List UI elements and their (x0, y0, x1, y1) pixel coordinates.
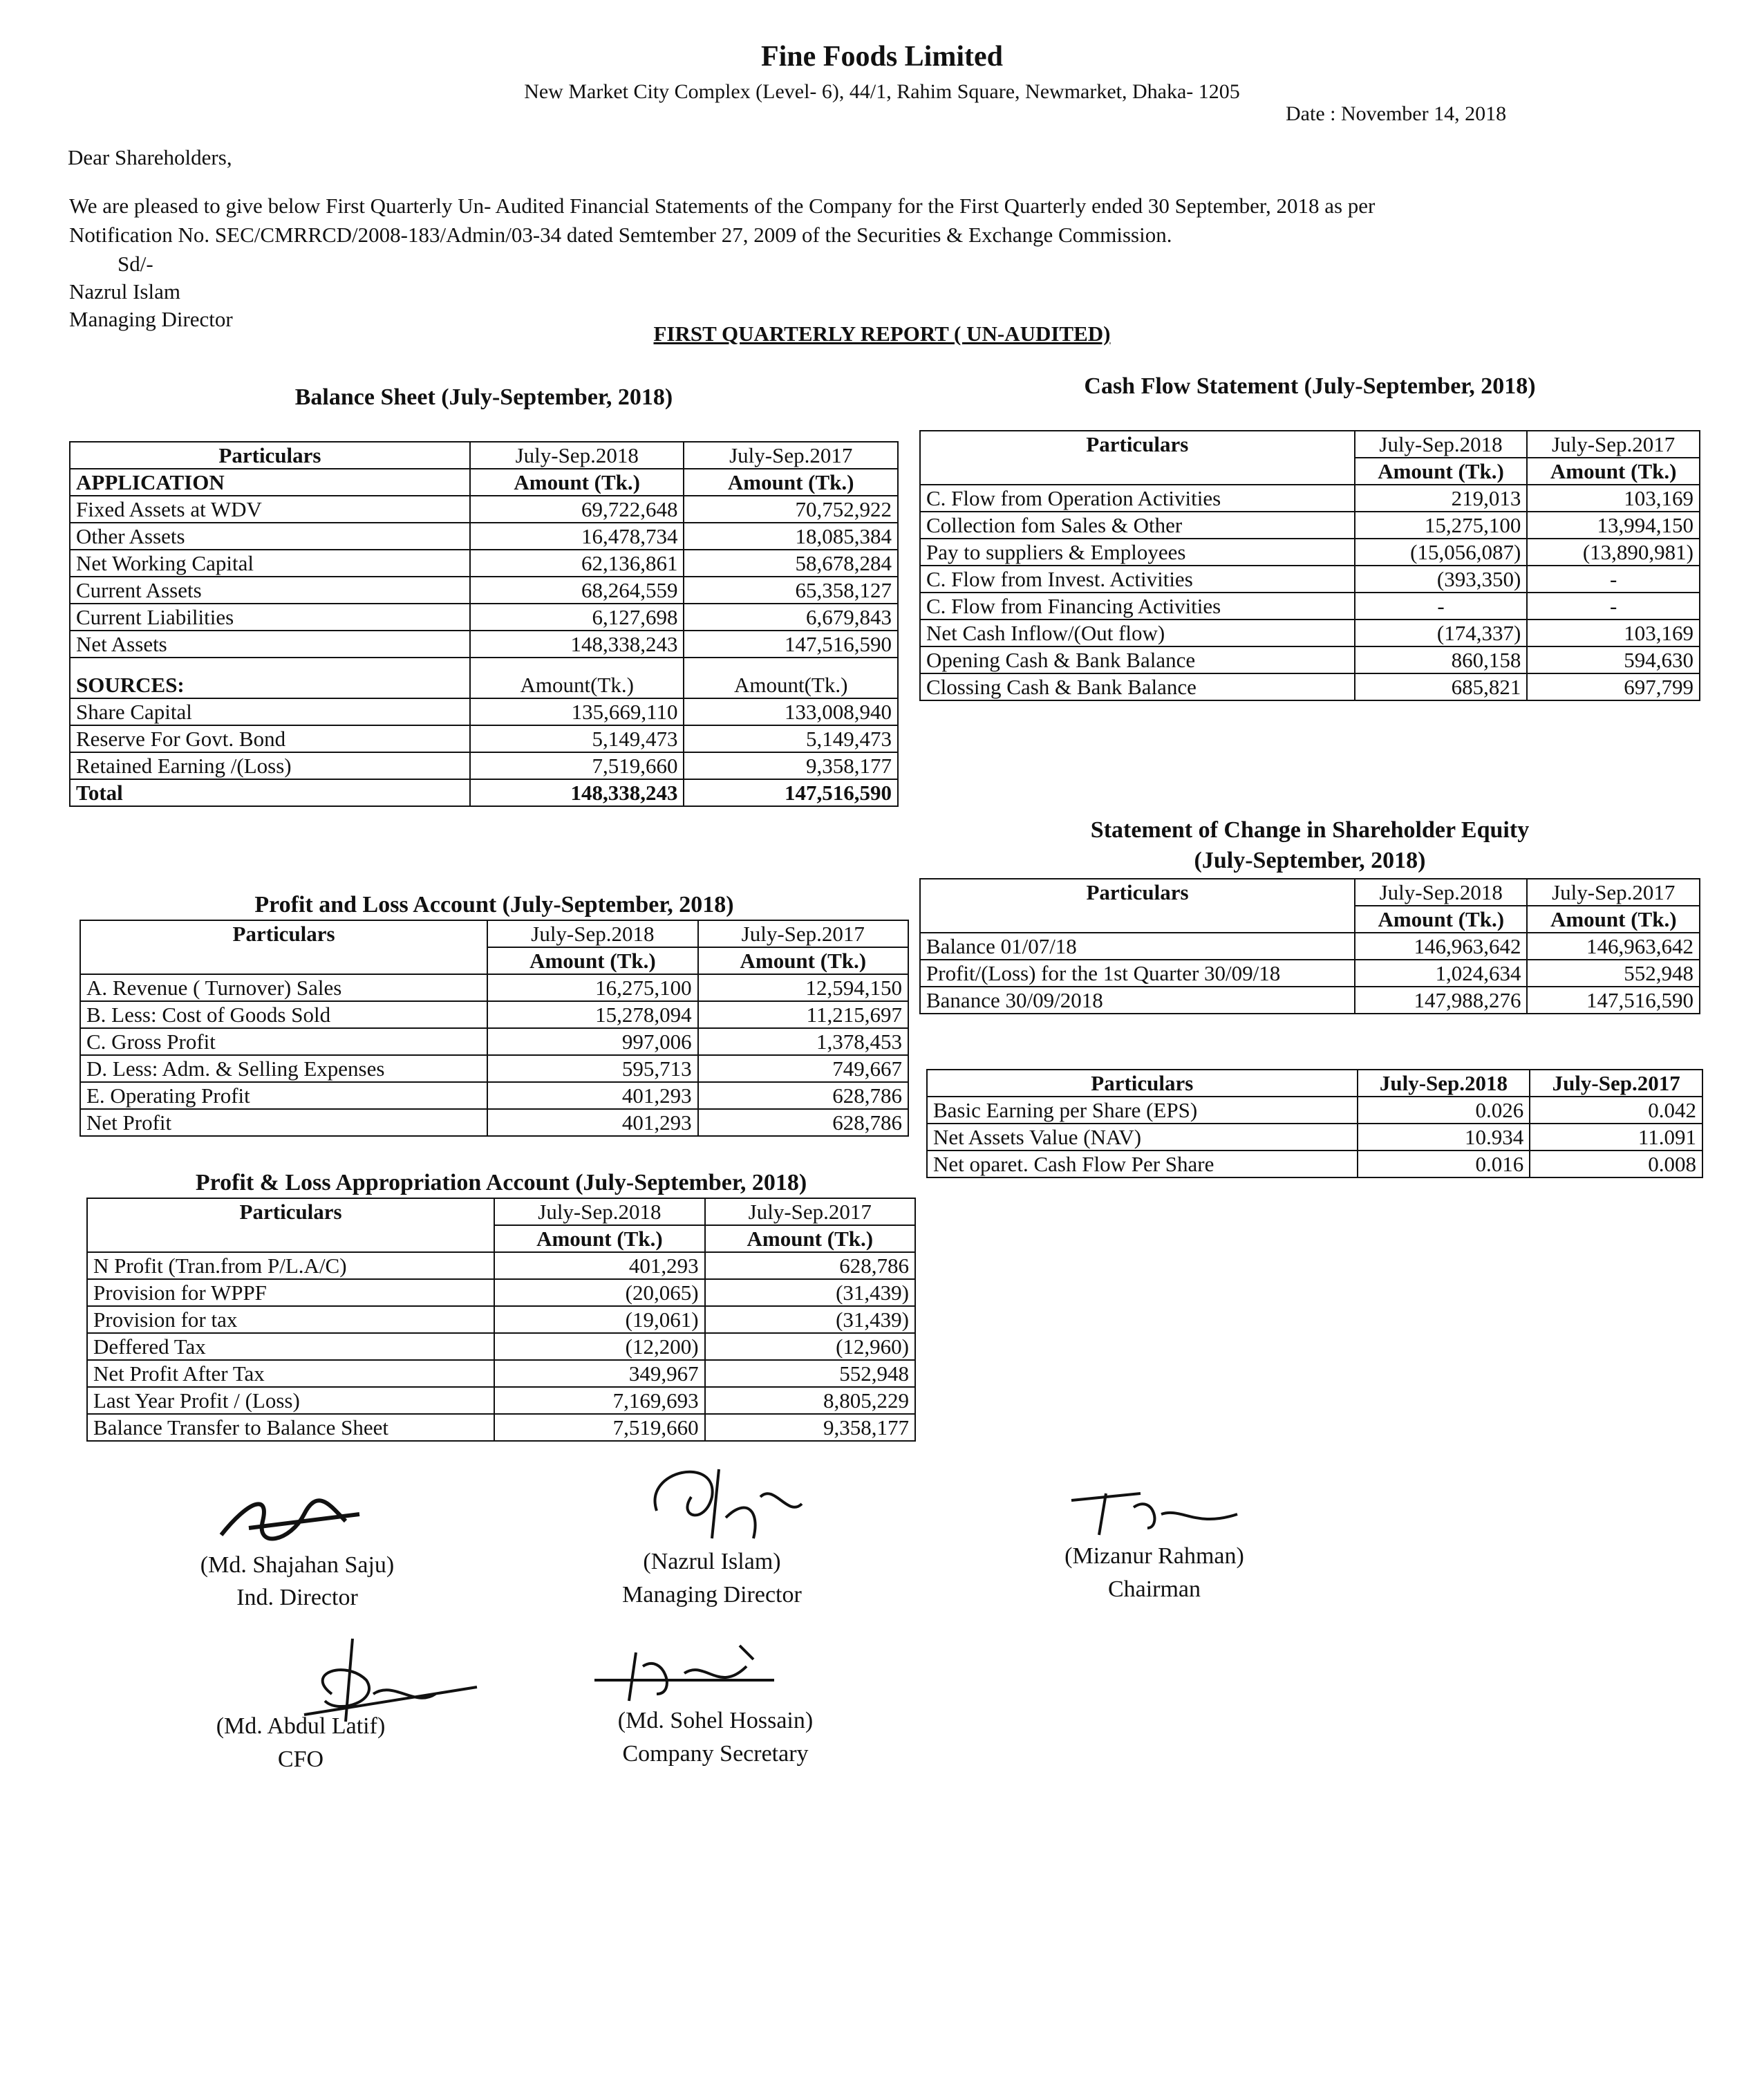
col-particulars: Particulars (927, 1070, 1358, 1097)
table-row (920, 673, 1700, 700)
amount-head-2018: Amount (Tk.) (1355, 458, 1528, 485)
row-value-2018: 0.026 (1358, 1097, 1530, 1124)
col-particulars: Particulars (920, 879, 1355, 933)
row-label: C. Flow from Operation Activities (920, 485, 1355, 512)
row-value-2017: 147,516,590 (1527, 987, 1700, 1014)
row-value-2017: 70,752,922 (684, 496, 898, 523)
equity-rows (920, 933, 1700, 1014)
row-value-2017: 18,085,384 (684, 523, 898, 550)
row-value-2018: 5,149,473 (470, 725, 684, 752)
row-value-2018: 10.934 (1358, 1124, 1530, 1151)
row-label: Other Assets (70, 523, 470, 550)
amount-head-2017: Amount (Tk.) (705, 1225, 915, 1252)
row-value-2017: (13,890,981) (1527, 539, 1700, 566)
row-label: Basic Earning per Share (EPS) (927, 1097, 1358, 1124)
row-label: B. Less: Cost of Goods Sold (80, 1001, 487, 1028)
table-row (80, 1028, 908, 1055)
row-value-2017: 1,378,453 (698, 1028, 908, 1055)
row-value-2017: (12,960) (705, 1333, 915, 1360)
col-2017: July-Sep.2017 (1527, 431, 1700, 458)
row-value-2018: 997,006 (487, 1028, 697, 1055)
signature-name-1: (Md. Shajahan Saju) (200, 1552, 395, 1578)
row-value-2017: 58,678,284 (684, 550, 898, 577)
amount-head-2017: Amount (Tk.) (1527, 458, 1700, 485)
table-row (80, 1082, 908, 1109)
signature-mizanur-image (1058, 1480, 1251, 1542)
signature-role-5: Company Secretary (622, 1741, 809, 1767)
row-label: Provision for WPPF (87, 1279, 494, 1306)
col-2017: July-Sep.2017 (1527, 879, 1700, 906)
table-row (927, 1124, 1702, 1151)
report-date: Date : November 14, 2018 (1286, 102, 1507, 125)
row-value-2018: 6,127,698 (470, 604, 684, 631)
table-row (87, 1252, 915, 1279)
row-value-2018: 7,169,693 (494, 1387, 704, 1414)
col-2017: July-Sep.2017 (684, 442, 898, 469)
row-value-2017: 6,679,843 (684, 604, 898, 631)
row-label: Reserve For Govt. Bond (70, 725, 470, 752)
row-value-2017: 628,786 (705, 1252, 915, 1279)
application-rows (70, 496, 898, 658)
row-value-2018: 147,988,276 (1355, 987, 1528, 1014)
col-particulars: Particulars (920, 431, 1355, 485)
row-label: Collection fom Sales & Other (920, 512, 1355, 539)
letter-signatory-role: Managing Director (69, 307, 233, 331)
row-value-2018: 69,722,648 (470, 496, 684, 523)
sd-mark: Sd/- (118, 252, 153, 276)
table-row (70, 631, 898, 658)
row-label: Opening Cash & Bank Balance (920, 646, 1355, 673)
ratios-table (926, 1069, 1703, 1178)
table-row (927, 1097, 1702, 1124)
col-2018: July-Sep.2018 (487, 920, 697, 947)
row-value-2018: 135,669,110 (470, 698, 684, 725)
row-value-2018: 349,967 (494, 1360, 704, 1387)
table-row (70, 698, 898, 725)
col-2018: July-Sep.2018 (470, 442, 684, 469)
amount-head-2018: Amount (Tk.) (494, 1225, 704, 1252)
salutation: Dear Shareholders, (68, 145, 232, 169)
row-value-2018: 401,293 (487, 1082, 697, 1109)
row-label: A. Revenue ( Turnover) Sales (80, 974, 487, 1001)
letter-body-line2: Notification No. SEC/CMRRCD/2008-183/Admin/03-34 dated Semtember 27, 2009 of the Securities & Exchange Commission. (69, 223, 1172, 247)
row-label: Net Profit (80, 1109, 487, 1136)
table-row (80, 974, 908, 1001)
row-value-2017: (31,439) (705, 1279, 915, 1306)
table-row (87, 1414, 915, 1441)
table-row (920, 620, 1700, 646)
row-value-2017: 9,358,177 (705, 1414, 915, 1441)
amount-head-2017: Amount (Tk.) (684, 469, 898, 496)
signature-role-1: Ind. Director (236, 1585, 358, 1610)
row-value-2018: 15,278,094 (487, 1001, 697, 1028)
company-address: New Market City Complex (Level- 6), 44/1, Rahim Square, Newmarket, Dhaka- 1205 (524, 80, 1240, 103)
row-label: Profit/(Loss) for the 1st Quarter 30/09/18 (920, 960, 1355, 987)
sources-rows (70, 698, 898, 779)
equity-title-line2: (July-September, 2018) (1194, 848, 1426, 873)
row-value-2017: 552,948 (705, 1360, 915, 1387)
application-heading: APPLICATION (70, 469, 470, 496)
row-value-2017: 103,169 (1527, 620, 1700, 646)
row-value-2017: 628,786 (698, 1109, 908, 1136)
row-value-2018: 401,293 (487, 1109, 697, 1136)
row-value-2018: 860,158 (1355, 646, 1528, 673)
table-row (70, 550, 898, 577)
row-label: Net Profit After Tax (87, 1360, 494, 1387)
row-label: Current Assets (70, 577, 470, 604)
row-label: C. Gross Profit (80, 1028, 487, 1055)
row-value-2017: - (1527, 566, 1700, 593)
row-label: Provision for tax (87, 1306, 494, 1333)
profit-loss-table (79, 920, 909, 1137)
row-value-2017: 594,630 (1527, 646, 1700, 673)
table-row (87, 1306, 915, 1333)
row-value-2017: 628,786 (698, 1082, 908, 1109)
signature-name-3: (Mizanur Rahman) (1064, 1543, 1244, 1569)
row-value-2017: 8,805,229 (705, 1387, 915, 1414)
report-title: FIRST QUARTERLY REPORT ( UN-AUDITED) (653, 322, 1111, 346)
table-row (70, 725, 898, 752)
row-value-2018: 7,519,660 (470, 752, 684, 779)
signature-role-4: CFO (277, 1747, 324, 1772)
row-value-2018: 16,275,100 (487, 974, 697, 1001)
col-2018: July-Sep.2018 (1355, 431, 1528, 458)
row-value-2018: (174,337) (1355, 620, 1528, 646)
cash-flow-title: Cash Flow Statement (July-September, 2018) (1084, 373, 1536, 399)
amount-head-2018: Amount (Tk.) (487, 947, 697, 974)
row-label: Net oparet. Cash Flow Per Share (927, 1151, 1358, 1177)
col-2017: July-Sep.2017 (698, 920, 908, 947)
profit-loss-rows (80, 974, 908, 1136)
signature-role-2: Managing Director (622, 1582, 802, 1608)
cash-flow-rows (920, 485, 1700, 700)
row-value-2018: (19,061) (494, 1306, 704, 1333)
table-row (70, 577, 898, 604)
row-value-2018: 16,478,734 (470, 523, 684, 550)
total-label: Total (70, 779, 470, 806)
row-value-2018: 146,963,642 (1355, 933, 1528, 960)
table-row (87, 1387, 915, 1414)
table-row (70, 752, 898, 779)
row-label: D. Less: Adm. & Selling Expenses (80, 1055, 487, 1082)
table-row (920, 960, 1700, 987)
row-value-2017: 133,008,940 (684, 698, 898, 725)
row-value-2017: 146,963,642 (1527, 933, 1700, 960)
table-row (80, 1001, 908, 1028)
row-label: Last Year Profit / (Loss) (87, 1387, 494, 1414)
row-value-2017: 0.042 (1530, 1097, 1702, 1124)
row-value-2018: (12,200) (494, 1333, 704, 1360)
row-value-2018: 1,024,634 (1355, 960, 1528, 987)
sources-heading: SOURCES: (70, 672, 470, 698)
row-value-2017: 697,799 (1527, 673, 1700, 700)
signature-role-3: Chairman (1107, 1576, 1201, 1602)
row-label: Banance 30/09/2018 (920, 987, 1355, 1014)
row-value-2018: 15,275,100 (1355, 512, 1528, 539)
row-value-2018: 68,264,559 (470, 577, 684, 604)
row-value-2017: 552,948 (1527, 960, 1700, 987)
row-value-2017: (31,439) (705, 1306, 915, 1333)
row-value-2018: - (1355, 593, 1528, 620)
row-value-2017: 5,149,473 (684, 725, 898, 752)
balance-sheet-table (69, 441, 899, 807)
table-row (920, 485, 1700, 512)
row-value-2018: 62,136,861 (470, 550, 684, 577)
row-label: Balance 01/07/18 (920, 933, 1355, 960)
col-2018: July-Sep.2018 (1358, 1070, 1530, 1097)
table-row (920, 933, 1700, 960)
amount-head-2018: Amount (Tk.) (470, 469, 684, 496)
row-value-2018: 219,013 (1355, 485, 1528, 512)
row-value-2017: 749,667 (698, 1055, 908, 1082)
signature-nazrul-image (636, 1455, 816, 1559)
amount-head-2018: Amount (Tk.) (1355, 906, 1528, 933)
row-label: Pay to suppliers & Employees (920, 539, 1355, 566)
row-value-2018: (20,065) (494, 1279, 704, 1306)
signature-sohel-image (581, 1639, 788, 1715)
row-value-2018: 148,338,243 (470, 631, 684, 658)
ratio-rows (927, 1097, 1702, 1177)
balance-sheet-title: Balance Sheet (July-September, 2018) (294, 384, 673, 410)
appropriation-title: Profit & Loss Appropriation Account (July-September, 2018) (195, 1170, 807, 1195)
table-row (87, 1360, 915, 1387)
signature-saju-image (207, 1487, 373, 1549)
col-2017: July-Sep.2017 (705, 1198, 915, 1225)
appropriation-rows (87, 1252, 915, 1441)
table-row (920, 987, 1700, 1014)
row-value-2018: 685,821 (1355, 673, 1528, 700)
row-label: Balance Transfer to Balance Sheet (87, 1414, 494, 1441)
col-particulars: Particulars (70, 442, 470, 469)
row-value-2017: 65,358,127 (684, 577, 898, 604)
row-value-2017: 103,169 (1527, 485, 1700, 512)
row-value-2018: 7,519,660 (494, 1414, 704, 1441)
row-label: C. Flow from Financing Activities (920, 593, 1355, 620)
amount-head-2017: Amount (Tk.) (1527, 906, 1700, 933)
row-value-2018: 595,713 (487, 1055, 697, 1082)
letter-body-line1: We are pleased to give below First Quarterly Un- Audited Financial Statements of the Company for the First Quarterly ended 30 September, 2018 as per (69, 194, 1376, 218)
row-value-2017: 147,516,590 (684, 631, 898, 658)
table-row (927, 1151, 1702, 1177)
row-label: Fixed Assets at WDV (70, 496, 470, 523)
amount-head-2017: Amount (Tk.) (698, 947, 908, 974)
col-particulars: Particulars (80, 920, 487, 974)
profit-loss-title: Profit and Loss Account (July-September, 2018) (254, 892, 734, 918)
row-value-2017: 0.008 (1530, 1151, 1702, 1177)
row-label: Retained Earning /(Loss) (70, 752, 470, 779)
row-label: Share Capital (70, 698, 470, 725)
row-value-2017: 12,594,150 (698, 974, 908, 1001)
appropriation-table (86, 1198, 916, 1442)
table-row (920, 512, 1700, 539)
row-value-2017: 11,215,697 (698, 1001, 908, 1028)
letter-signatory: Nazrul Islam (69, 279, 180, 304)
signature-name-5: (Md. Sohel Hossain) (617, 1708, 814, 1733)
row-value-2018: 401,293 (494, 1252, 704, 1279)
row-label: Clossing Cash & Bank Balance (920, 673, 1355, 700)
table-row (87, 1333, 915, 1360)
table-row (87, 1279, 915, 1306)
cash-flow-table (919, 430, 1700, 701)
row-value-2017: - (1527, 593, 1700, 620)
table-row (80, 1109, 908, 1136)
row-label: C. Flow from Invest. Activities (920, 566, 1355, 593)
sources-amount-2018: Amount(Tk.) (470, 672, 684, 698)
row-label: N Profit (Tran.from P/L.A/C) (87, 1252, 494, 1279)
col-particulars: Particulars (87, 1198, 494, 1252)
row-label: Current Liabilities (70, 604, 470, 631)
row-value-2017: 13,994,150 (1527, 512, 1700, 539)
company-name: Fine Foods Limited (760, 41, 1003, 73)
table-row (70, 604, 898, 631)
row-label: Net Assets (70, 631, 470, 658)
table-row (70, 523, 898, 550)
row-value-2018: (15,056,087) (1355, 539, 1528, 566)
signature-name-4: (Md. Abdul Latif) (216, 1713, 386, 1739)
table-row (70, 496, 898, 523)
row-label: E. Operating Profit (80, 1082, 487, 1109)
table-row (920, 593, 1700, 620)
total-2018: 148,338,243 (470, 779, 684, 806)
equity-title-line1: Statement of Change in Shareholder Equity (1090, 817, 1530, 843)
table-row (80, 1055, 908, 1082)
row-label: Net Assets Value (NAV) (927, 1124, 1358, 1151)
row-label: Deffered Tax (87, 1333, 494, 1360)
sources-amount-2017: Amount(Tk.) (684, 672, 898, 698)
row-value-2017: 11.091 (1530, 1124, 1702, 1151)
col-2018: July-Sep.2018 (494, 1198, 704, 1225)
row-value-2018: (393,350) (1355, 566, 1528, 593)
col-2017: July-Sep.2017 (1530, 1070, 1702, 1097)
row-label: Net Cash Inflow/(Out flow) (920, 620, 1355, 646)
signature-name-2: (Nazrul Islam) (643, 1549, 781, 1574)
row-label: Net Working Capital (70, 550, 470, 577)
row-value-2017: 9,358,177 (684, 752, 898, 779)
row-value-2018: 0.016 (1358, 1151, 1530, 1177)
table-row (920, 646, 1700, 673)
equity-table (919, 878, 1700, 1014)
table-row (920, 539, 1700, 566)
table-row (920, 566, 1700, 593)
col-2018: July-Sep.2018 (1355, 879, 1528, 906)
total-2017: 147,516,590 (684, 779, 898, 806)
